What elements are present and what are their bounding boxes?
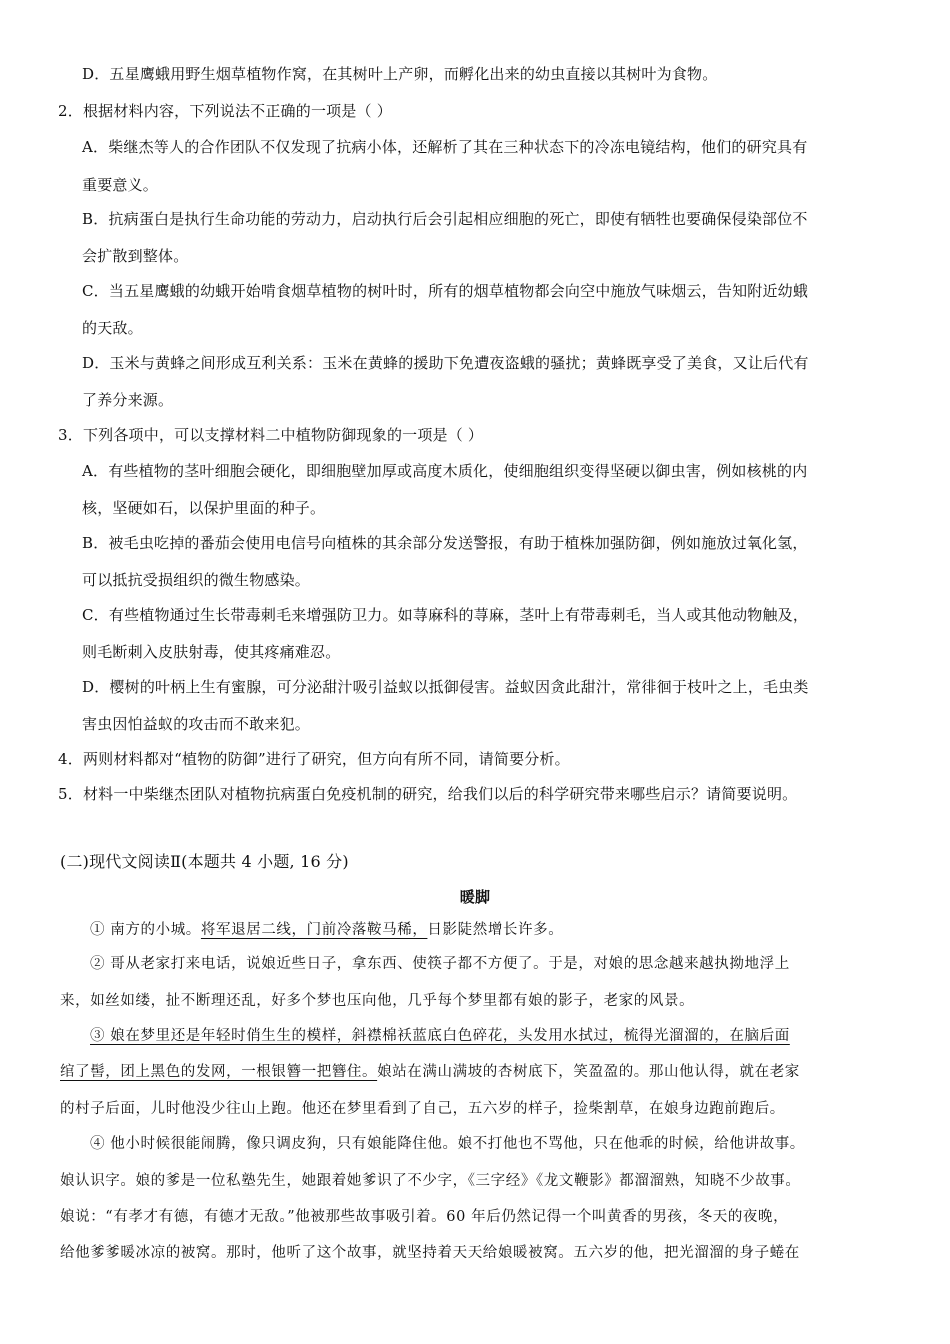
story-paragraph-4-cont3: 给他爹爹暖冰凉的被窝。那时，他听了这个故事，就坚持着天天给娘暖被窝。五六岁的他，把光溜溜的身子蜷在 xyxy=(60,1245,800,1261)
p3-underlined: 绾了髻，团上黑色的发网，一根银簪一把簪住。 xyxy=(60,1064,378,1080)
q3-option-b-cont: 可以抵抗受损组织的微生物感染。 xyxy=(82,571,311,589)
p3-tail: 娘站在满山满坡的杏树底下，笑盈盈的。那山他认得，就在老家 xyxy=(377,1064,800,1080)
q3-option-d-cont: 害虫因怕益蚁的攻击而不敢来犯。 xyxy=(82,715,311,733)
story-paragraph-4-cont: 娘认识字。娘的爹是一位私塾先生，她跟着她爹识了不少字，《三字经》《龙文鞭影》都溜溜熟，知晓不少故事。 xyxy=(60,1173,801,1189)
story-paragraph-3: ③ 娘在梦里还是年轻时俏生生的模样，斜襟棉袄蓝底白色碎花，头发用水拭过，梳得光溜溜的，在脑后面 xyxy=(90,1028,790,1044)
p1-tail: 日影陡然增长许多。 xyxy=(427,922,564,938)
story-title: 暖脚 xyxy=(459,888,491,906)
q2-option-a: A．柴继杰等人的合作团队不仅发现了抗病小体，还解析了其在三种状态下的冷冻电镜结构，他们的研究具有 xyxy=(82,138,808,156)
q4-stem: 4．两则材料都对“植物的防御”进行了研究，但方向有所不同，请简要分析。 xyxy=(58,750,570,768)
q2-option-d-cont: 了养分来源。 xyxy=(82,391,174,409)
q3-option-b: B．被毛虫吃掉的番茄会使用电信号向植株的其余部分发送警报，有助于植株加强防御，例如施放过氧化氢， xyxy=(82,534,808,552)
p1-underlined: 将军退居二线，门前冷落鞍马稀， xyxy=(200,922,428,938)
q3-option-d: D．樱树的叶柄上生有蜜腺，可分泌甜汁吸引益蚁以抵御侵害。益蚁因贪此甜汁，常徘徊于枝叶之上，毛虫类 xyxy=(82,678,809,696)
story-paragraph-1 xyxy=(90,920,563,940)
q3-option-c: C．有些植物通过生长带毒刺毛来增强防卫力。如荨麻科的荨麻，茎叶上有带毒刺毛，当人或其他动物触及， xyxy=(82,606,809,624)
q2-option-b: B．抗病蛋白是执行生命功能的劳动力，启动执行后会引起相应细胞的死亡，即使有牺牲也要确保侵染部位不 xyxy=(82,210,808,228)
story-paragraph-4-cont2: 娘说：“有孝才有德，有德才无敌。”他被那些故事吸引着。60 年后仍然记得一个叫黄香的男孩，冬天的夜晚， xyxy=(60,1209,789,1225)
q3-option-a: A．有些植物的茎叶细胞会硬化，即细胞壁加厚或高度木质化，使细胞组织变得坚硬以御虫害，例如核桃的内 xyxy=(82,462,808,480)
q2-option-c: C．当五星鹰蛾的幼蛾开始啃食烟草植物的树叶时，所有的烟草植物都会向空中施放气味烟云，告知附近幼蛾 xyxy=(82,282,809,300)
q3-option-c-cont: 则毛断刺入皮肤射毒，使其疼痛难忍。 xyxy=(82,643,341,661)
q3-option-a-cont: 核，坚硬如石，以保护里面的种子。 xyxy=(82,499,326,517)
q2-option-d: D．玉米与黄蜂之间形成互利关系：玉米在黄蜂的援助下免遭夜盗蛾的骚扰；黄蜂既享受了美食，又让后代有 xyxy=(82,354,809,372)
q2-stem: 2．根据材料内容，下列说法不正确的一项是（ ） xyxy=(58,102,392,120)
q2-option-b-cont: 会扩散到整体。 xyxy=(82,247,189,265)
story-paragraph-2: ② 哥从老家打来电话，说娘近些日子，拿东西、使筷子都不方便了。于是，对娘的思念越来越执拗地浮上 xyxy=(90,956,790,972)
q5-stem: 5．材料一中柴继杰团队对植物抗病蛋白免疫机制的研究，给我们以后的科学研究带来哪些启示？请简要说明。 xyxy=(58,785,798,803)
q2-option-c-cont: 的天敌。 xyxy=(82,319,143,337)
q1-option-d: D．五星鹰蛾用野生烟草植物作窝，在其树叶上产卵，而孵化出来的幼虫直接以其树叶为食物。 xyxy=(82,65,718,83)
section-title: (二)现代文阅读Ⅱ(本题共 4 小题, 16 分) xyxy=(60,852,349,871)
story-paragraph-4: ④ 他小时候很能闹腾，像只调皮狗，只有娘能降住他。娘不打他也不骂他，只在他乖的时候，给他讲故事。 xyxy=(90,1136,805,1152)
p1-lead: ① 南方的小城。 xyxy=(90,922,201,938)
story-paragraph-3-cont2: 的村子后面，儿时他没少往山上跑。他还在梦里看到了自己，五六岁的样子，捡柴割草，在娘身边跑前跑后。 xyxy=(60,1101,785,1117)
q2-option-a-cont: 重要意义。 xyxy=(82,176,159,194)
q3-stem: 3．下列各项中，可以支撑材料二中植物防御现象的一项是（ ） xyxy=(58,426,484,444)
story-paragraph-2-cont: 来，如丝如缕，扯不断理还乱，好多个梦也压向他，几乎每个梦里都有娘的影子，老家的风景。 xyxy=(60,993,695,1009)
story-paragraph-3-cont xyxy=(60,1062,800,1082)
